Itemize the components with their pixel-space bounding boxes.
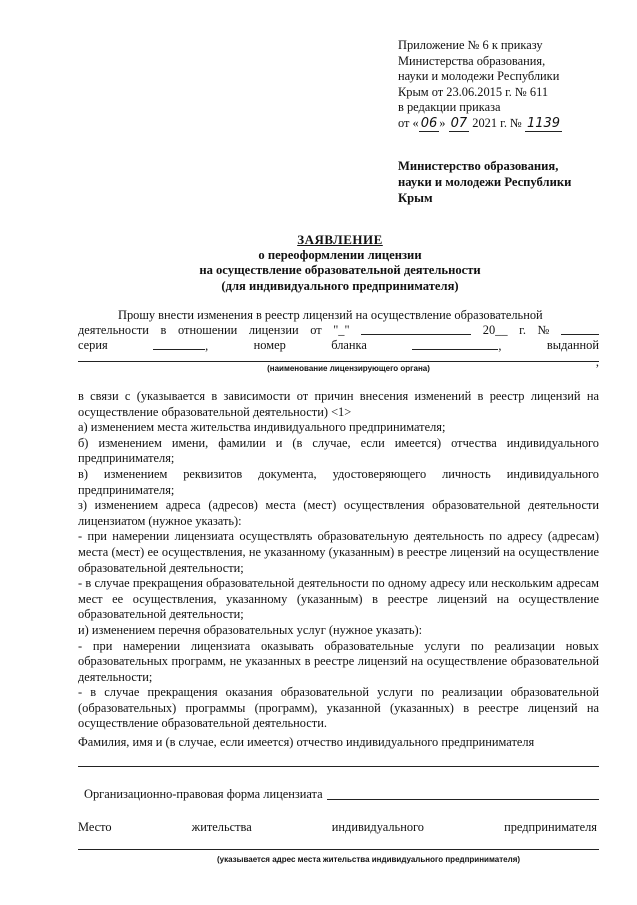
residence-label-row bbox=[78, 820, 599, 835]
word: лицензии bbox=[248, 323, 299, 338]
legal-form-row bbox=[78, 787, 599, 802]
license-number-blank bbox=[561, 323, 599, 335]
body-paragraph: а) изменением места жительства индивидуального предпринимателя; bbox=[78, 420, 446, 435]
license-day-field: "_" bbox=[333, 323, 350, 338]
addressee-ministry bbox=[398, 158, 623, 206]
comma: , bbox=[498, 339, 502, 354]
reasons-body bbox=[78, 389, 599, 732]
body-paragraph: - в случае прекращения образовательной деятельности по одному адресу или нескольким адресам мест ее осуществления, указанному (указанным) в реестре лицензий на осуществление образовательной деятельности; bbox=[78, 576, 599, 622]
comma: , bbox=[205, 339, 209, 354]
residence-input-line[interactable] bbox=[78, 835, 599, 850]
applicant-fields bbox=[78, 735, 599, 867]
date-separator: » bbox=[439, 115, 446, 130]
ministry-line: Крым bbox=[398, 191, 433, 205]
word: от bbox=[310, 323, 322, 338]
fio-input-line[interactable] bbox=[78, 750, 599, 767]
intro-line-2 bbox=[78, 323, 599, 338]
body-paragraph: - при намерении лицензиата осуществлять образовательную деятельность по адресу (адресам) места (мест) ее осуществления, не указанному (указанным) в реестре лицензий на осуществление образовательной деятельности; bbox=[78, 529, 599, 575]
body-paragraph: - в случае прекращения оказания образовательной услуги по реализации образовательной (образовательных) программы (программ), указанной (указанных) в реестре лицензий на осуществление образовательной деятельности. bbox=[78, 685, 599, 731]
appendix-date-line bbox=[398, 116, 623, 132]
handwritten-day: 06 bbox=[420, 115, 438, 131]
title-line: на осуществление образовательной деятельности bbox=[199, 263, 481, 278]
ministry-line: Министерство образования, bbox=[398, 159, 559, 173]
word: серия bbox=[78, 338, 108, 353]
word: бланка bbox=[331, 338, 367, 353]
appendix-line: Крым от 23.06.2015 г. № 611 bbox=[398, 84, 549, 99]
word: индивидуального bbox=[331, 820, 425, 834]
legal-form-input-line[interactable] bbox=[327, 787, 599, 800]
body-paragraph: в) изменением реквизитов документа, удостоверяющего личность индивидуального предпринимателя; bbox=[78, 466, 599, 497]
handwritten-month: 07 bbox=[450, 115, 468, 131]
word: в bbox=[160, 323, 167, 338]
series-blank bbox=[153, 338, 205, 350]
caption-text: (наименование лицензирующего органа) bbox=[267, 364, 430, 373]
comma: , bbox=[595, 354, 599, 369]
word: № bbox=[537, 323, 550, 338]
word: предпринимателя bbox=[504, 820, 597, 834]
title-line: (для индивидуального предпринимателя) bbox=[221, 278, 459, 293]
word: Место bbox=[78, 820, 112, 834]
body-paragraph: б) изменением имени, фамилии и (в случае, если имеется) отчества индивидуального предпринимателя; bbox=[78, 435, 599, 466]
date-prefix: от « bbox=[398, 115, 419, 130]
series-field bbox=[153, 338, 208, 354]
word: деятельности bbox=[78, 323, 149, 338]
word: г. bbox=[519, 323, 526, 338]
license-month-blank bbox=[361, 323, 471, 335]
title-main: ЗАЯВЛЕНИЕ bbox=[297, 232, 383, 247]
blank-number-blank bbox=[412, 338, 498, 350]
body-paragraph: - при намерении лицензиата оказывать образовательные услуги по реализации новых образовательных программ, не указанных в реестре лицензий на осуществление образовательной деятельности; bbox=[78, 638, 599, 684]
document-title bbox=[80, 232, 600, 294]
title-line: о переоформлении лицензии bbox=[258, 247, 422, 262]
intro-line-1: Прошу внести изменения в реестр лицензий на осуществление образовательной bbox=[118, 308, 543, 322]
word: номер bbox=[253, 338, 286, 353]
word: выданной bbox=[546, 338, 599, 353]
body-paragraph: в связи с (указывается в зависимости от причин внесения изменений в реестр лицензий на осуществление образовательной деятельности) <1> bbox=[78, 389, 599, 419]
appendix-line: Министерства образования, bbox=[398, 53, 546, 68]
appendix-header bbox=[398, 38, 623, 132]
appendix-line: науки и молодежи Республики bbox=[398, 69, 560, 84]
legal-form-label: Организационно-правовая форма лицензиата bbox=[84, 787, 323, 801]
appendix-line: в редакции приказа bbox=[398, 100, 501, 115]
date-year: 2021 г. № bbox=[472, 115, 522, 130]
word: отношении bbox=[178, 323, 238, 338]
fio-label: Фамилия, имя и (в случае, если имеется) отчество индивидуального предпринимателя bbox=[78, 735, 535, 749]
body-paragraph: з) изменением адреса (адресов) места (мест) осуществления образовательной деятельности лицензиатом (нужное указать): bbox=[78, 498, 599, 528]
licensing-body-caption bbox=[78, 361, 599, 373]
license-year-field: 20__ bbox=[482, 323, 508, 338]
appendix-line: Приложение № 6 к приказу bbox=[398, 38, 543, 52]
word: жительства bbox=[191, 820, 252, 834]
blank-number-field bbox=[412, 338, 501, 354]
ministry-line: науки и молодежи Республики bbox=[398, 175, 572, 189]
intro-line-3 bbox=[78, 338, 599, 354]
handwritten-order-number: 1139 bbox=[526, 115, 561, 131]
residence-footnote: (указывается адрес места жительства индивидуального предпринимателя) bbox=[216, 855, 521, 864]
body-paragraph: и) изменением перечня образовательных услуг (нужное указать): bbox=[78, 622, 423, 637]
